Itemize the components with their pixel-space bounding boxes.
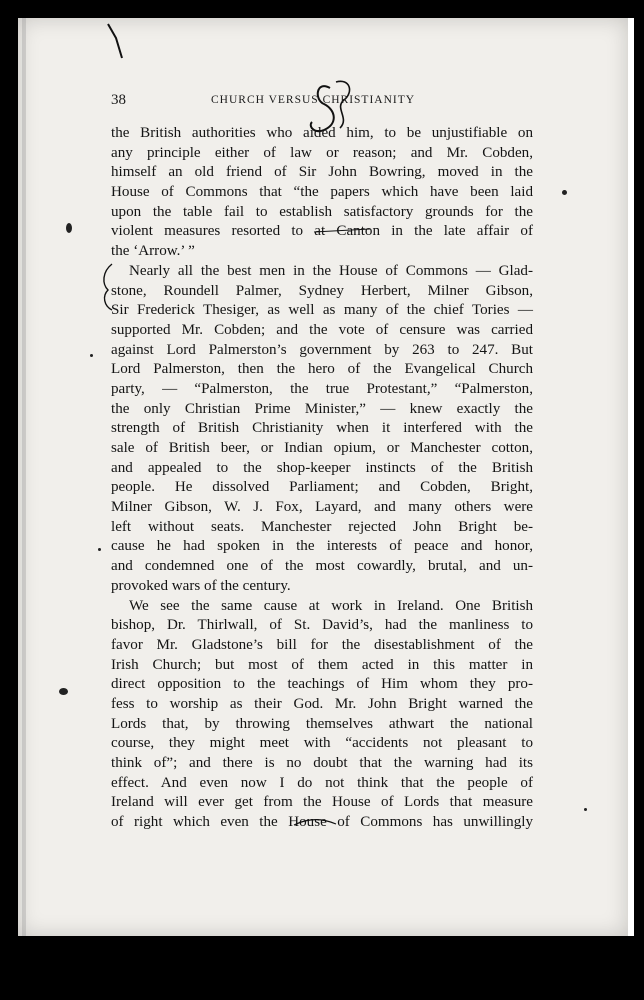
text-line: party, — “Palmerston, the true Protestant,” “Palmerston, — [111, 380, 533, 397]
text-line: Milner Gibson, W. J. Fox, Layard, and many others were — [111, 499, 533, 516]
text-line: the British authorities who aided him, to be unjustifiable on — [111, 125, 533, 141]
ink-speck — [59, 688, 68, 695]
text-line: the ‘Arrow.’ ” — [111, 243, 195, 260]
pen-stroke-top-left — [108, 24, 122, 58]
text-line: violent measures resorted to at Canton in the late affair of — [111, 223, 533, 240]
ink-speck — [90, 354, 93, 357]
text-line: direct opposition to the teachings of Him whom they pro- — [111, 676, 533, 693]
text-line: fess to worship as their God. Mr. John Bright warned the — [111, 695, 533, 712]
text-line: Lord Palmerston, then the hero of the Evangelical Church — [111, 361, 533, 378]
ink-speck — [562, 190, 567, 195]
text-line: effect. And even now I do not think that the people of — [111, 774, 533, 791]
text-line: favor Mr. Gladstone’s bill for the disestablishment of the — [111, 636, 533, 653]
text-line: any principle either of law or reason; and Mr. Cobden, — [111, 144, 533, 161]
ink-speck — [584, 808, 587, 811]
text-line: left without seats. Manchester rejected John Bright be- — [111, 518, 533, 535]
text-line: Irish Church; but most of them acted in this matter in — [111, 656, 533, 673]
text-line: and appealed to the shop-keeper instincts of the British — [111, 459, 533, 476]
text-line: provoked wars of the century. — [111, 577, 291, 594]
running-head: CHURCH VERSUS CHRISTIANITY — [211, 94, 416, 106]
text-line: against Lord Palmerston’s government by 263 to 247. But — [111, 341, 533, 358]
text-line: of right which even the House of Commons has unwillingly — [111, 814, 533, 831]
text-line: Nearly all the best men in the House of Commons — Glad- — [129, 262, 533, 279]
text-line: the only Christian Prime Minister,” — knew exactly the — [111, 400, 533, 417]
ink-speck — [66, 223, 72, 233]
text-line: strength of British Christianity when it interfered with the — [111, 420, 533, 437]
page-header — [111, 92, 533, 114]
text-line: people. He dissolved Parliament; and Cobden, Bright, — [111, 479, 533, 496]
page-edge — [628, 18, 634, 936]
body-text — [111, 124, 533, 833]
text-line: cause he had spoken in the interests of peace and honor, — [111, 538, 533, 555]
text-line: bishop, Dr. Thirlwall, of St. David’s, had the manliness to — [111, 617, 533, 634]
text-line: Sir Frederick Thesiger, as well as many of the chief Tories — — [111, 302, 533, 319]
text-line: himself an old friend of Sir John Bowring, moved in the — [111, 164, 533, 181]
ink-speck — [98, 548, 101, 551]
text-line: sale of British beer, or Indian opium, or Manchester cotton, — [111, 440, 533, 456]
text-line: course, they might meet with “accidents not pleasant to — [111, 735, 533, 752]
text-line: Lords that, by throwing themselves athwart the national — [111, 715, 533, 732]
text-line: upon the table fail to establish satisfactory grounds for the — [111, 203, 533, 220]
text-line: House of Commons that “the papers which have been laid — [111, 184, 533, 201]
text-line: think of”; and there is no doubt that the warning had its — [111, 755, 533, 771]
text-line: and condemned one of the most cowardly, brutal, and un- — [111, 558, 533, 575]
text-line: supported Mr. Cobden; and the vote of censure was carried — [111, 321, 533, 338]
text-line: We see the same cause at work in Ireland. One British — [129, 597, 533, 614]
text-line: stone, Roundell Palmer, Sydney Herbert, Milner Gibson, — [111, 282, 533, 299]
text-line: Ireland will ever get from the House of Lords that measure — [111, 794, 533, 811]
page-number: 38 — [111, 92, 126, 108]
